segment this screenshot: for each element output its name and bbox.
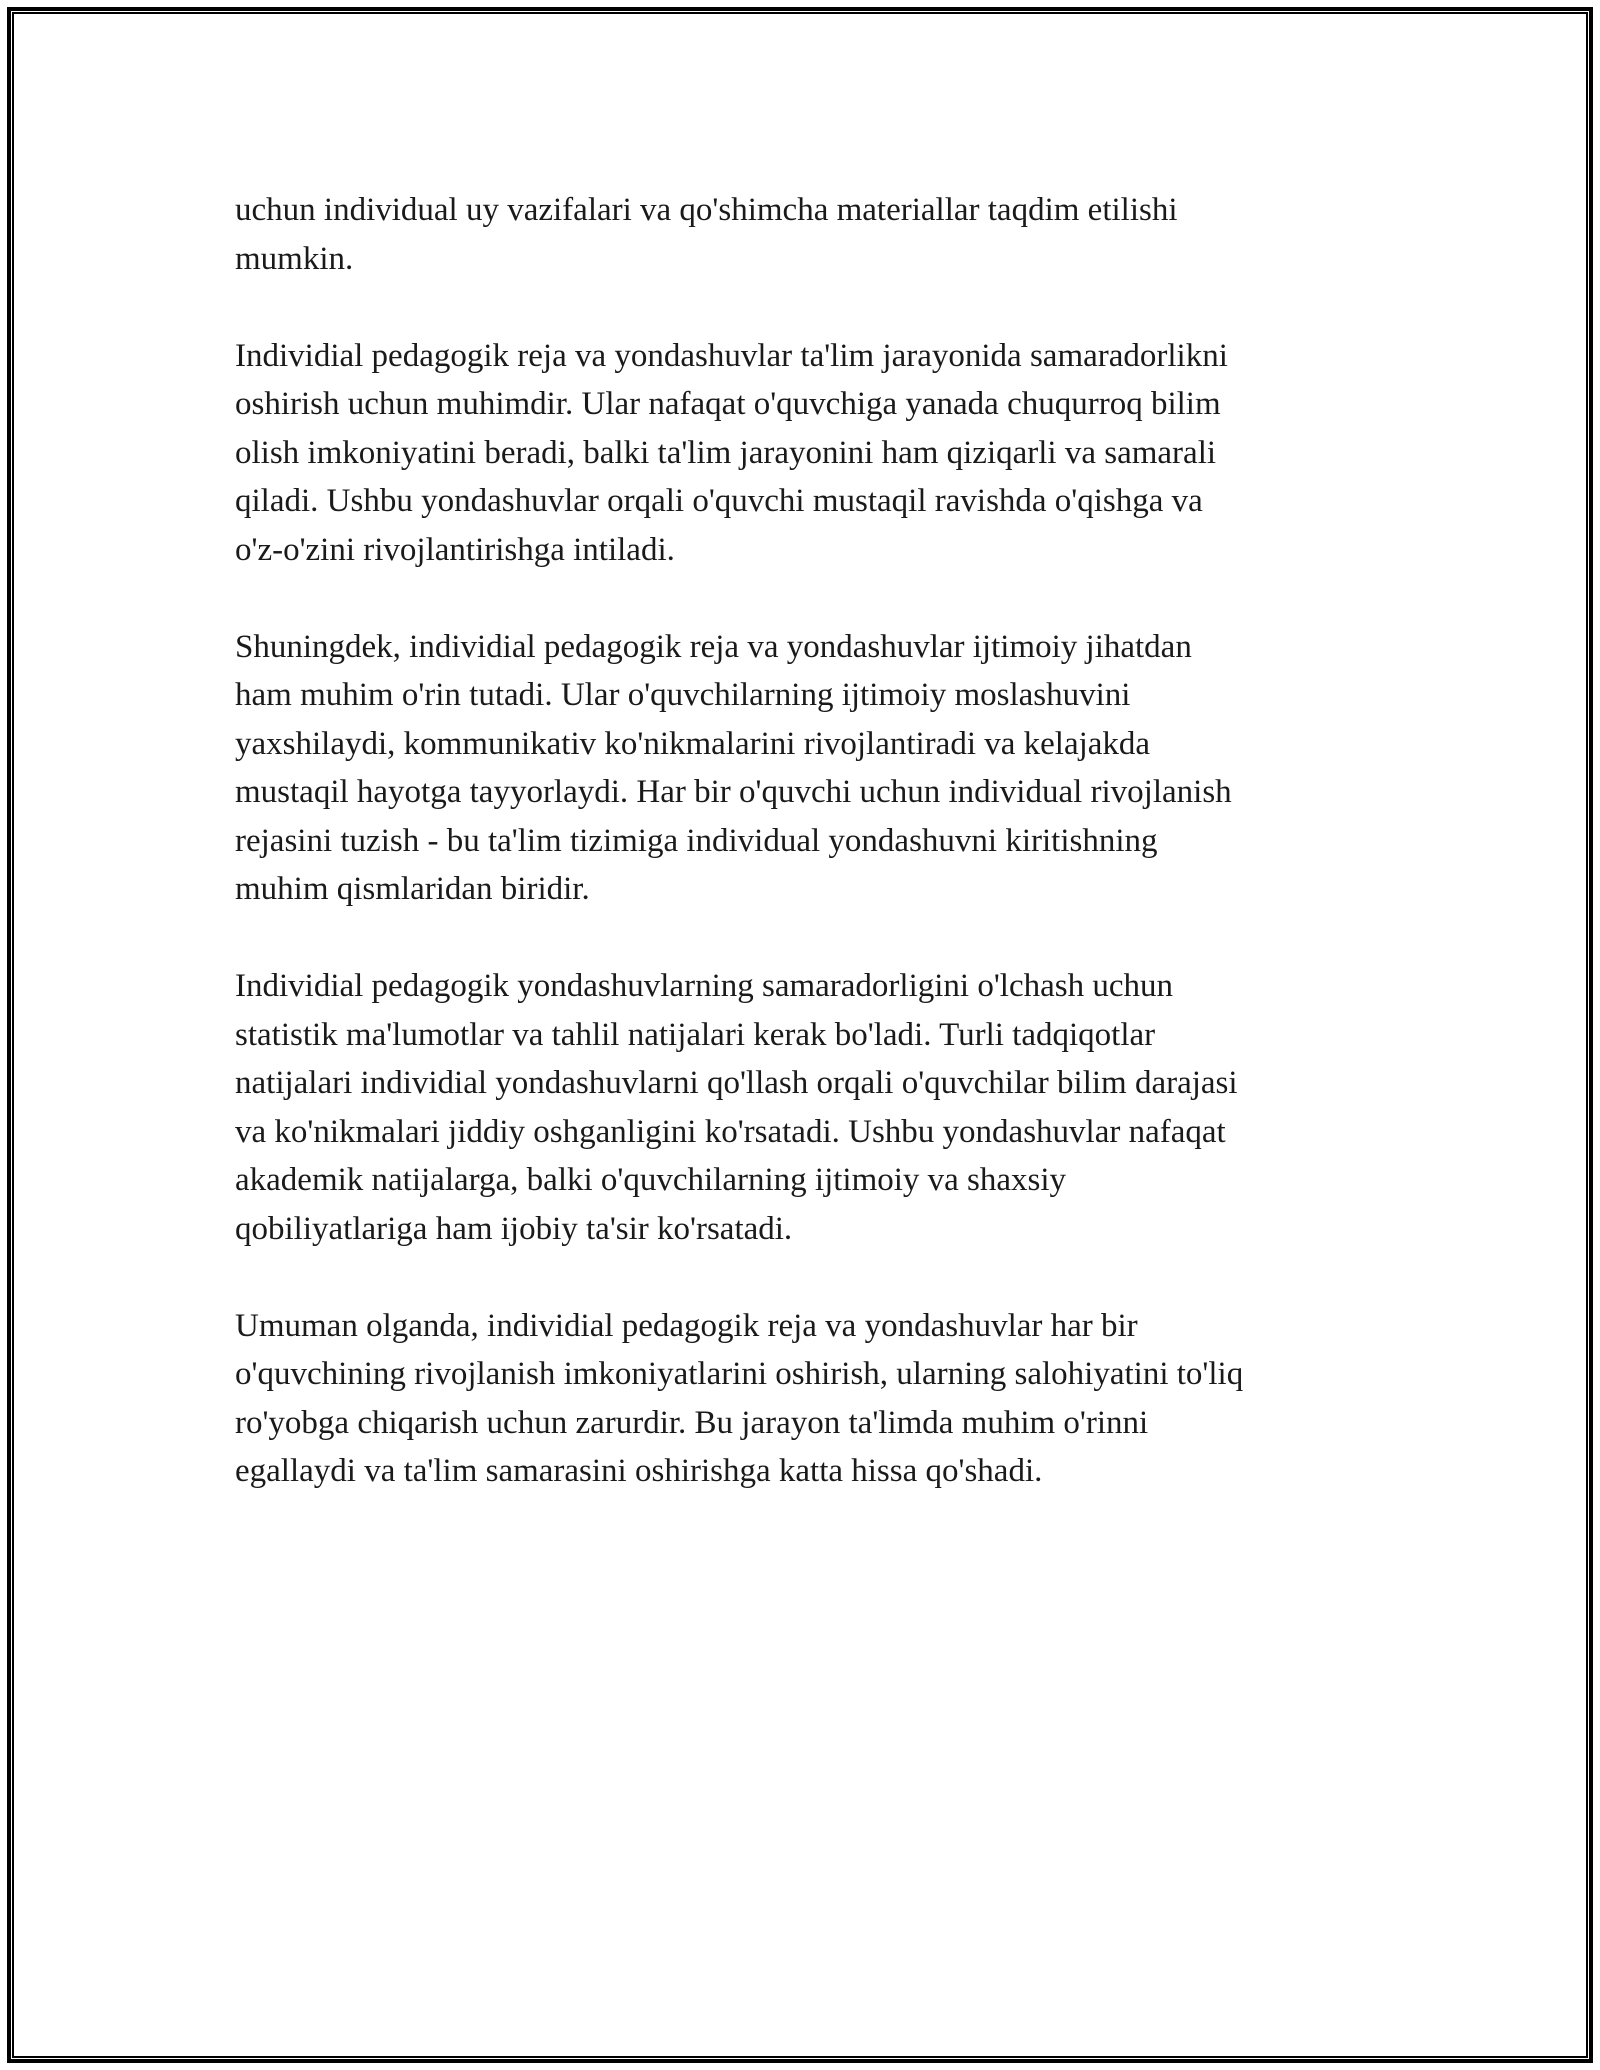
paragraph-1: uchun individual uy vazifalari va qo'shimcha materiallar taqdim etilishi mumkin.	[235, 192, 1178, 277]
paragraph-2: Individial pedagogik reja va yondashuvlar ta'lim jarayonida samaradorlikni oshirish uchun muhimdir. Ular nafaqat o'quvchiga yanada chuqurroq bilim olish imkoniyatini beradi, balki ta'lim jarayonini ham qiziqarli va samarali qiladi. Ushbu yondashuvlar orqali o'quvchi mustaqil ravishda o'qishga va o'z-o'zini rivojlantirishga intiladi.	[235, 337, 1228, 568]
document-body	[235, 186, 1395, 1544]
paragraph-5: Umuman olganda, individial pedagogik reja va yondashuvlar har bir o'quvchining rivojlanish imkoniyatlarini oshirish, ularning salohiyatini to'liq ro'yobga chiqarish uchun zarurdir. Bu jarayon ta'limda muhim o'rinni egallaydi va ta'lim samarasini oshirishga katta hissa qo'shadi.	[235, 1307, 1244, 1489]
paragraph-4: Individial pedagogik yondashuvlarning samaradorligini o'lchash uchun statistik ma'lumotlar va tahlil natijalari kerak bo'ladi. Turli tadqiqotlar natijalari individial yondashuvlarni qo'llash orqali o'quvchilar bilim darajasi va ko'nikmalari jiddiy oshganligini ko'rsatadi. Ushbu yondashuvlar nafaqat akademik natijalarga, balki o'quvchilarning ijtimoiy va shaxsiy qobiliyatlariga ham ijobiy ta'sir ko'rsatadi.	[235, 968, 1238, 1247]
paragraph-3: Shuningdek, individial pedagogik reja va yondashuvlar ijtimoiy jihatdan ham muhim o'rin tutadi. Ular o'quvchilarning ijtimoiy moslashuvini yaxshilaydi, kommunikativ ko'nikmalarini rivojlantiradi va kelajakda mustaqil hayotga tayyorlaydi. Har bir o'quvchi uchun individual rivojlanish rejasini tuzish - bu ta'lim tizimiga individual yondashuvni kiritishning muhim qismlaridan biridir.	[235, 628, 1232, 907]
